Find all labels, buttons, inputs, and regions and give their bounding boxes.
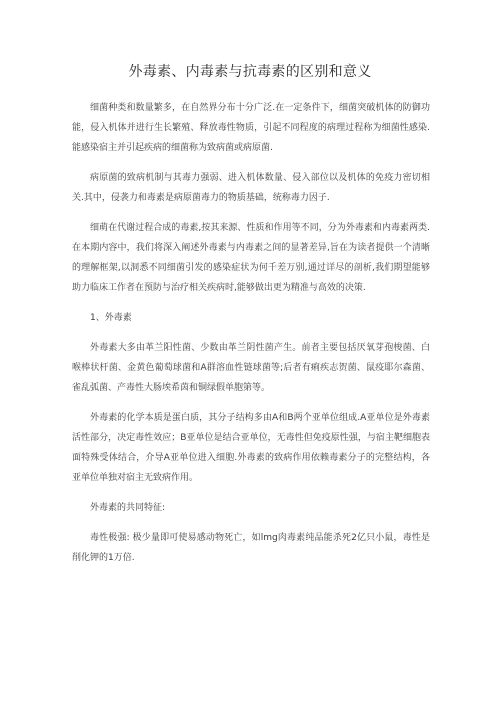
- paragraph: 外毒素的共同特征:: [90, 503, 166, 513]
- paragraph: 细萌在代谢过程合成的毒素,按其来源、性质和作用等不同，分为外毒素和内毒素两类.在本期内容中，我们将深入阐述外毒素与内毒素之间的显著差异,旨在为读者提供一个清晰的理解框架,以洞悉不同细菌引发的感染症状为何千差万别,通过详尽的剖析,我们期望能够助力临床工作者在预防与治疗相关疾病时,能够做出更为精准与高效的决策.: [72, 223, 430, 293]
- paragraph: 外毒素大多由革兰阳性菌、少数由革兰阴性菌产生。前者主要包括厌氧芽孢梭菌、白喉棒状杆菌、金黄色葡萄球菌和A群溶血性链球菌等;后者有痢疾志贺菌、鼠疫耶尔森菌、雀乱弧菌、产毒性大肠埃希茵和铜绿假单胞第等。: [72, 343, 430, 393]
- document-body: [72, 98, 430, 578]
- paragraph: 病原菌的致病机制与其毒力强弱、进入机体数量、侵入部位以及机体的免疫力密切相关.其中，侵袭力和毒素是病原菌毒力的物质基础，统称毒力因子.: [72, 173, 430, 203]
- section-heading: 1、外毒素: [90, 313, 132, 323]
- paragraph: 毒性极强: 极少量即可使易感动物死亡，如lmg肉毒素纯品能杀死2亿只小鼠，毒性是削化钾的1万倍.: [72, 533, 430, 563]
- document-title: 外毒素、内毒素与抗毒素的区别和意义: [128, 64, 372, 80]
- paragraph: 外毒素的化学本质是蛋白质，其分子结构多由A和B两个亚单位组成.A亚单位是外毒素活性部分，决定毒性效应；B亚单位是结合亚单位，无毒性但免疫原性强，与宿主靶细胞表面特殊受体结合，介导A亚单位进入细胞.外毒素的致病作用依赖毒素分子的完整结构，各亚单位单独对宿主无致病作用。: [72, 413, 430, 483]
- paragraph: 细菌种类和数量繁多，在自然界分布十分广泛.在一定条件下，细菌突破机体的防御功能，侵入机体并进行生长繁殖、释放毒性物质，引起不同程度的病理过程称为细菌性感染.能感染宿主并引起疾病的细菌称为致病菌或病原菌.: [72, 103, 430, 153]
